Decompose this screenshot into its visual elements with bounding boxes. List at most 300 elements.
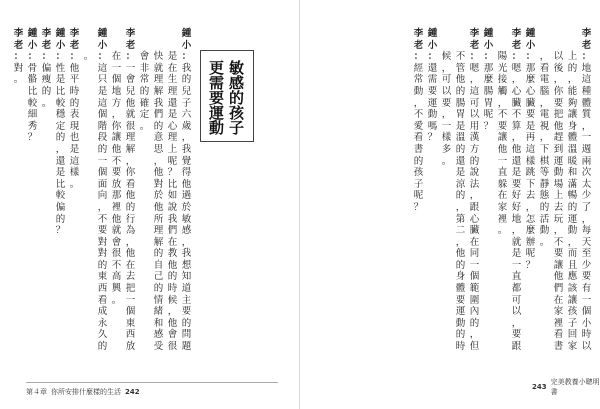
speaker-char: ： xyxy=(125,51,136,63)
text-char: 他 xyxy=(125,248,136,260)
speaker-char: ： xyxy=(511,51,522,63)
text-column xyxy=(469,28,480,368)
text-char: 階 xyxy=(97,120,108,132)
speaker-char: ： xyxy=(97,51,108,63)
text-char: 是 xyxy=(455,120,466,132)
text-char: 讓 xyxy=(497,132,508,144)
text-char: 是 xyxy=(55,74,66,86)
text-char: 活 xyxy=(539,213,550,225)
text-char: ， xyxy=(525,201,536,213)
text-char: 還 xyxy=(511,155,522,167)
text-char: 但 xyxy=(469,341,480,353)
text-char: 不 xyxy=(111,259,122,271)
text-column xyxy=(69,28,80,368)
text-char: 把 xyxy=(553,109,564,121)
indent xyxy=(153,28,164,51)
text-char: ， xyxy=(511,225,522,237)
text-char: 就 xyxy=(111,225,122,237)
text-char: 這 xyxy=(525,143,536,155)
text-char: 理 xyxy=(153,225,164,237)
text-char: 的 xyxy=(97,341,108,353)
text-char: ？ xyxy=(413,201,424,213)
text-char: 體 xyxy=(455,283,466,295)
right-page-text xyxy=(412,28,592,368)
text-char: 高 xyxy=(111,271,122,283)
text-char: 就 xyxy=(125,109,136,121)
text-char: 生 xyxy=(167,74,178,86)
text-char: 還 xyxy=(167,97,178,109)
text-char: 是 xyxy=(167,109,178,121)
text-char: 個 xyxy=(469,271,480,283)
text-char: 是 xyxy=(167,51,178,63)
dialogue-paragraph xyxy=(10,28,24,368)
speaker-char: ： xyxy=(27,51,38,63)
text-char: 如 xyxy=(167,190,178,202)
text-char: 是 xyxy=(97,85,108,97)
title-char: 的 xyxy=(229,89,245,107)
text-char: 比 xyxy=(55,85,66,97)
text-char: 表 xyxy=(69,109,80,121)
speaker-char: 小 xyxy=(181,39,192,51)
text-char: 這 xyxy=(97,97,108,109)
text-char: ？ xyxy=(427,132,438,144)
dialogue-paragraph xyxy=(522,28,536,368)
speaker-char: 李 xyxy=(581,28,592,39)
title-char: 運 xyxy=(209,104,225,122)
text-char: 光 xyxy=(497,62,508,74)
text-char: ， xyxy=(167,306,178,318)
text-char: 管 xyxy=(455,62,466,74)
text-char: 視 xyxy=(539,120,550,132)
text-char: 興 xyxy=(111,283,122,295)
text-char: 這 xyxy=(469,85,480,97)
text-char: 和 xyxy=(567,167,578,179)
text-char: 腸 xyxy=(455,97,466,109)
text-char: 歲 xyxy=(181,120,192,132)
text-char: 。 xyxy=(441,155,452,167)
text-char: 想 xyxy=(181,259,192,271)
text-char: 敏 xyxy=(181,213,192,225)
section-title-box xyxy=(200,50,254,142)
text-char: 六 xyxy=(181,109,192,121)
text-char: 看 xyxy=(553,329,564,341)
text-char: 所 xyxy=(153,213,164,225)
text-char: ， xyxy=(511,74,522,86)
section-title-line-2 xyxy=(209,61,224,136)
text-char: 臟 xyxy=(525,97,536,109)
text-char: 。 xyxy=(69,178,80,190)
text-char: 地 xyxy=(581,62,592,74)
text-char: 胃 xyxy=(455,109,466,121)
text-char: 看 xyxy=(125,178,136,190)
text-char: 能 xyxy=(567,85,578,97)
text-char: ， xyxy=(153,155,164,167)
text-char: 等 xyxy=(539,167,550,179)
text-char: 他 xyxy=(553,271,564,283)
text-char: 可 xyxy=(441,74,452,86)
text-char: 溫 xyxy=(455,132,466,144)
text-char: 都 xyxy=(511,283,522,295)
text-char: 到 xyxy=(553,143,564,155)
text-char: 放 xyxy=(111,178,122,190)
title-char: 敏 xyxy=(229,59,245,77)
text-char: 過 xyxy=(181,190,192,202)
indent xyxy=(497,28,508,51)
text-char: 常 xyxy=(139,74,150,86)
text-char: ， xyxy=(581,213,592,225)
text-char: 家 xyxy=(497,201,508,213)
text-char: 一 xyxy=(581,132,592,144)
text-char: 的 xyxy=(469,317,480,329)
text-char: 會 xyxy=(111,236,122,248)
text-char: 心 xyxy=(167,120,178,132)
text-column xyxy=(139,28,150,368)
text-char: 不 xyxy=(553,236,564,248)
text-char: 的 xyxy=(567,62,578,74)
text-char: 在 xyxy=(469,236,480,248)
dialogue-paragraph xyxy=(52,28,66,368)
text-char: 動 xyxy=(413,85,424,97)
text-char: 運 xyxy=(567,213,578,225)
speaker-char: 李 xyxy=(511,28,522,39)
text-char: 理 xyxy=(153,74,164,86)
indent xyxy=(567,28,578,51)
text-char: 暖 xyxy=(567,155,578,167)
text-char: ， xyxy=(553,225,564,237)
text-char: 第 xyxy=(455,213,466,225)
text-char: 不 xyxy=(111,155,122,167)
text-char: 麼 xyxy=(525,74,536,86)
text-char: 偏 xyxy=(41,62,52,74)
speaker-char: 李 xyxy=(413,28,424,39)
page-number-left: 242 xyxy=(125,388,140,396)
text-char: 時 xyxy=(69,85,80,97)
text-char: 知 xyxy=(181,271,192,283)
text-char: 段 xyxy=(97,132,108,144)
text-char: 他 xyxy=(111,213,122,225)
text-char: 書 xyxy=(413,143,424,155)
text-char: 且 xyxy=(567,259,578,271)
text-char: 會 xyxy=(139,51,150,63)
text-char: 腦 xyxy=(539,85,550,97)
text-char: 孩 xyxy=(413,167,424,179)
text-char: 你 xyxy=(553,85,564,97)
text-char: ， xyxy=(455,201,466,213)
text-char: 讓 xyxy=(567,294,578,306)
text-column xyxy=(97,28,108,368)
text-char: 辦 xyxy=(525,236,536,248)
indent xyxy=(539,28,550,51)
text-column xyxy=(83,28,94,368)
text-char: 電 xyxy=(539,74,550,86)
text-char: 把 xyxy=(125,283,136,295)
speaker-char: ： xyxy=(483,51,494,63)
text-char: 觸 xyxy=(497,85,508,97)
text-char: 上 xyxy=(553,190,564,202)
text-char: 定 xyxy=(139,109,150,121)
text-char: 題 xyxy=(181,341,192,353)
text-char: 們 xyxy=(553,283,564,295)
text-char: 運 xyxy=(455,306,466,318)
text-char: 一 xyxy=(511,259,522,271)
text-char: 骼 xyxy=(27,74,38,86)
title-char: 需 xyxy=(209,74,225,92)
text-column xyxy=(111,28,122,368)
text-char: 不 xyxy=(511,109,522,121)
text-char: 要 xyxy=(497,120,508,132)
text-char: 心 xyxy=(525,85,536,97)
text-char: ， xyxy=(181,132,192,144)
text-char: 。 xyxy=(139,120,150,132)
text-char: 我 xyxy=(181,143,192,155)
speaker-char: 小 xyxy=(27,39,38,51)
text-char: 身 xyxy=(567,120,578,132)
text-char: 的 xyxy=(539,201,550,213)
speaker-char: ： xyxy=(525,51,536,63)
text-char: 運 xyxy=(427,97,438,109)
text-char: 理 xyxy=(125,132,136,144)
text-char: ， xyxy=(441,62,452,74)
text-char: 是 xyxy=(511,248,522,260)
text-char: 確 xyxy=(139,97,150,109)
text-char: 在 xyxy=(553,294,564,306)
text-char: 你 xyxy=(111,120,122,132)
text-char: 多 xyxy=(441,143,452,155)
text-char: 躲 xyxy=(497,178,508,190)
text-char: 陽 xyxy=(497,51,508,63)
text-char: ， xyxy=(125,236,136,248)
text-char: 一 xyxy=(469,259,480,271)
text-char: 靜 xyxy=(539,178,550,190)
text-char: 要 xyxy=(525,109,536,121)
text-char: ， xyxy=(553,74,564,86)
text-char: 有 xyxy=(581,283,592,295)
speaker-char: 鍾 xyxy=(55,28,66,39)
title-char: 子 xyxy=(229,119,245,137)
speaker-char: ： xyxy=(581,51,592,63)
text-char: 要 xyxy=(553,97,564,109)
text-char: 夠 xyxy=(567,97,578,109)
text-char: ， xyxy=(567,236,578,248)
text-char: 一 xyxy=(97,155,108,167)
text-char: 一 xyxy=(497,155,508,167)
text-char: 讓 xyxy=(567,109,578,121)
text-char: 偏 xyxy=(55,201,66,213)
text-char: 對 xyxy=(13,62,24,74)
text-char: 對 xyxy=(153,178,164,190)
text-char: 書 xyxy=(553,341,564,353)
text-char: 自 xyxy=(153,259,164,271)
text-char: 呢 xyxy=(483,109,494,121)
text-char: 內 xyxy=(469,306,480,318)
text-char: 成 xyxy=(97,306,108,318)
speaker-char: 老 xyxy=(125,39,136,51)
text-char: 心 xyxy=(469,213,480,225)
text-char: 場 xyxy=(553,178,564,190)
text-char: ， xyxy=(111,109,122,121)
text-char: 西 xyxy=(125,329,136,341)
text-char: 我 xyxy=(181,62,192,74)
speaker-char: 小 xyxy=(55,39,66,51)
text-char: 不 xyxy=(413,109,424,121)
text-column xyxy=(167,28,178,368)
speaker-char: ： xyxy=(413,51,424,63)
indent xyxy=(167,28,178,51)
speaker-char: 老 xyxy=(41,39,52,51)
text-char: 樣 xyxy=(441,132,452,144)
text-char: 他 xyxy=(153,167,164,179)
text-char: 我 xyxy=(181,248,192,260)
text-column xyxy=(27,28,38,368)
text-char: 要 xyxy=(511,178,522,190)
text-char: 家 xyxy=(567,341,578,353)
text-column xyxy=(581,28,592,368)
text-char: 好 xyxy=(511,201,522,213)
text-char: 兒 xyxy=(181,85,192,97)
title-char: 更 xyxy=(209,59,225,77)
text-char: 趕 xyxy=(553,132,564,144)
text-char: ？ xyxy=(27,132,38,144)
text-char: 讓 xyxy=(553,259,564,271)
text-char: 。 xyxy=(111,294,122,306)
text-char: 久 xyxy=(97,329,108,341)
text-char: 他 xyxy=(125,97,136,109)
text-char: 是 xyxy=(525,120,536,132)
text-char: 就 xyxy=(153,62,164,74)
text-char: 去 xyxy=(125,271,136,283)
indent xyxy=(455,28,466,51)
text-char: 比 xyxy=(55,178,66,190)
text-char: 讓 xyxy=(111,132,122,144)
text-char: 還 xyxy=(455,155,466,167)
text-char: 。 xyxy=(41,97,52,109)
text-char: 道 xyxy=(181,283,192,295)
text-char: 次 xyxy=(581,167,592,179)
speaker-char: ： xyxy=(55,51,66,63)
text-char: 的 xyxy=(181,74,192,86)
text-char: 可 xyxy=(511,294,522,306)
text-char: 的 xyxy=(153,283,164,295)
text-char: 時 xyxy=(455,341,466,353)
text-char: 圍 xyxy=(469,294,480,306)
text-char: ， xyxy=(469,190,480,202)
text-char: 而 xyxy=(567,248,578,260)
text-char: 的 xyxy=(41,85,52,97)
speaker-char: 鍾 xyxy=(27,28,38,39)
text-char: 。 xyxy=(83,51,94,63)
dialogue-paragraph xyxy=(536,28,592,368)
text-char: 後 xyxy=(553,62,564,74)
text-char: 秀 xyxy=(27,120,38,132)
text-char: ？ xyxy=(167,167,178,179)
text-char: 的 xyxy=(55,132,66,144)
text-char: 一 xyxy=(125,294,136,306)
text-column xyxy=(125,28,136,368)
page-number-right: 243 xyxy=(532,383,547,391)
text-char: 的 xyxy=(125,201,136,213)
text-column xyxy=(483,28,494,368)
text-char: 的 xyxy=(455,329,466,341)
text-char: 於 xyxy=(153,190,164,202)
text-char: 就 xyxy=(511,236,522,248)
text-char: 他 xyxy=(181,178,192,190)
title-char: 感 xyxy=(229,74,245,92)
text-char: 愛 xyxy=(413,120,424,132)
text-char: 跳 xyxy=(525,167,536,179)
text-char: 看 xyxy=(539,62,550,74)
text-char: 要 xyxy=(181,306,192,318)
text-char: 的 xyxy=(455,259,466,271)
text-char: 常 xyxy=(413,74,424,86)
text-char: 緒 xyxy=(153,306,164,318)
text-char: 動 xyxy=(427,109,438,121)
speaker-char: 老 xyxy=(413,39,424,51)
text-char: 於 xyxy=(181,201,192,213)
text-char: 面 xyxy=(97,178,108,190)
text-char: 他 xyxy=(511,143,522,155)
text-char: 。 xyxy=(13,74,24,86)
speaker-char: 李 xyxy=(125,28,136,39)
text-char: 的 xyxy=(139,85,150,97)
text-char: 上 xyxy=(167,143,178,155)
text-char: 一 xyxy=(125,62,136,74)
text-char: 他 xyxy=(167,317,178,329)
text-char: 骨 xyxy=(27,62,38,74)
text-char: 嗯 xyxy=(469,62,480,74)
text-char: 孩 xyxy=(567,306,578,318)
speaker-char: ： xyxy=(427,51,438,63)
speaker-char: 鍾 xyxy=(483,28,494,39)
text-char: 的 xyxy=(455,85,466,97)
text-char: 解 xyxy=(153,236,164,248)
text-char: 永 xyxy=(97,317,108,329)
text-char: 地 xyxy=(111,85,122,97)
text-char: 情 xyxy=(153,294,164,306)
text-char: 主 xyxy=(181,294,192,306)
text-char: 要 xyxy=(427,85,438,97)
speaker-char: 老 xyxy=(13,39,24,51)
text-char: 問 xyxy=(181,329,192,341)
text-char: 棋 xyxy=(539,155,550,167)
text-char: 家 xyxy=(553,306,564,318)
text-char: 。 xyxy=(539,236,550,248)
text-char: 在 xyxy=(111,51,122,63)
right-page xyxy=(300,0,600,409)
text-char: 二 xyxy=(455,225,466,237)
text-char: 動 xyxy=(567,225,578,237)
text-char: 的 xyxy=(97,143,108,155)
speaker-char: ： xyxy=(41,51,52,63)
footer-right xyxy=(532,377,600,397)
text-char: 運 xyxy=(553,155,564,167)
text-char: 呢 xyxy=(167,155,178,167)
dialogue-paragraph xyxy=(38,28,52,368)
text-char: 要 xyxy=(97,225,108,237)
text-char: 以 xyxy=(511,306,522,318)
text-char: 那 xyxy=(525,62,536,74)
text-char: 西 xyxy=(97,283,108,295)
text-char: 的 xyxy=(567,201,578,213)
text-char: 天 xyxy=(581,236,592,248)
speaker-char: 李 xyxy=(69,28,80,39)
text-char: 方 xyxy=(111,97,122,109)
text-column xyxy=(511,28,522,368)
text-char: 那 xyxy=(483,62,494,74)
text-char: 裡 xyxy=(497,213,508,225)
text-char: 他 xyxy=(497,143,508,155)
text-char: 他 xyxy=(111,143,122,155)
speaker-char: 鍾 xyxy=(97,28,108,39)
